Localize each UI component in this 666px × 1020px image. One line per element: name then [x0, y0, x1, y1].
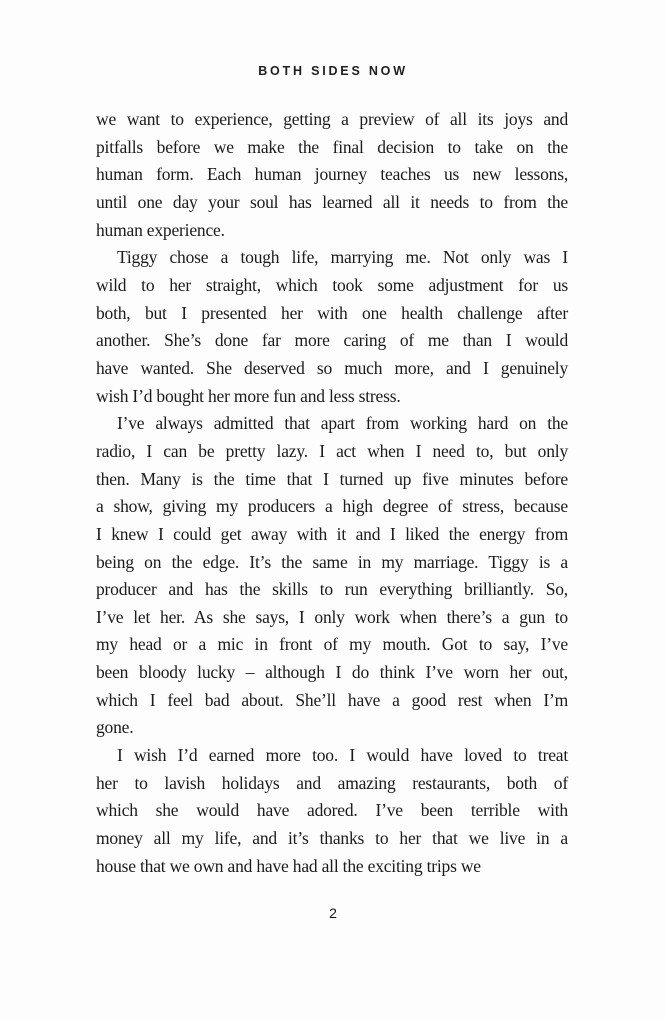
running-header: BOTH SIDES NOW — [258, 64, 408, 78]
text-line: I wish I’d earned more too. I would have loved to treat — [117, 745, 568, 766]
text-line: gone. — [96, 717, 134, 738]
text-line: human experience. — [96, 219, 225, 240]
page-number: 2 — [329, 905, 337, 921]
text-line: wild to her straight, which took some adjustment for us — [96, 274, 568, 295]
text-line: another. She’s done far more caring of me than I would — [96, 330, 568, 351]
text-line: a show, giving my producers a high degree of stress, because — [96, 496, 568, 517]
text-line: until one day your soul has learned all it needs to from the — [96, 191, 568, 212]
paragraph — [96, 410, 568, 742]
text-line: her to lavish holidays and amazing restaurants, both of — [96, 772, 568, 793]
text-line: human form. Each human journey teaches us new lessons, — [96, 164, 568, 185]
text-line: I’ve always admitted that apart from working hard on the — [117, 413, 568, 434]
paragraph — [96, 106, 568, 244]
text-line: radio, I can be pretty lazy. I act when I need to, but only — [96, 440, 568, 461]
text-line: then. Many is the time that I turned up five minutes before — [96, 468, 568, 489]
text-line: pitfalls before we make the final decision to take on the — [96, 136, 568, 157]
text-line: been bloody lucky – although I do think I’ve worn her out, — [96, 662, 568, 683]
text-line: producer and has the skills to run everything brilliantly. So, — [96, 579, 568, 600]
paragraph — [96, 244, 568, 410]
text-line: Tiggy chose a tough life, marrying me. Not only was I — [117, 247, 568, 268]
text-line: both, but I presented her with one health challenge after — [96, 302, 568, 323]
text-line: house that we own and have had all the exciting trips we — [96, 855, 481, 876]
text-line: money all my life, and it’s thanks to her that we live in a — [96, 828, 568, 849]
paragraph — [96, 742, 568, 880]
page-body — [96, 106, 568, 880]
text-line: we want to experience, getting a preview of all its joys and — [96, 109, 568, 129]
text-line: which I feel bad about. She’ll have a good rest when I’m — [96, 689, 568, 710]
text-line: have wanted. She deserved so much more, and I genuinely — [96, 357, 568, 378]
text-line: I’ve let her. As she says, I only work when there’s a gun to — [96, 606, 568, 627]
text-line: I knew I could get away with it and I liked the energy from — [96, 523, 568, 544]
text-line: which she would have adored. I’ve been terrible with — [96, 800, 568, 821]
text-line: my head or a mic in front of my mouth. Got to say, I’ve — [96, 634, 568, 655]
text-line: being on the edge. It’s the same in my marriage. Tiggy is a — [96, 551, 568, 572]
text-line: wish I’d bought her more fun and less stress. — [96, 385, 401, 406]
